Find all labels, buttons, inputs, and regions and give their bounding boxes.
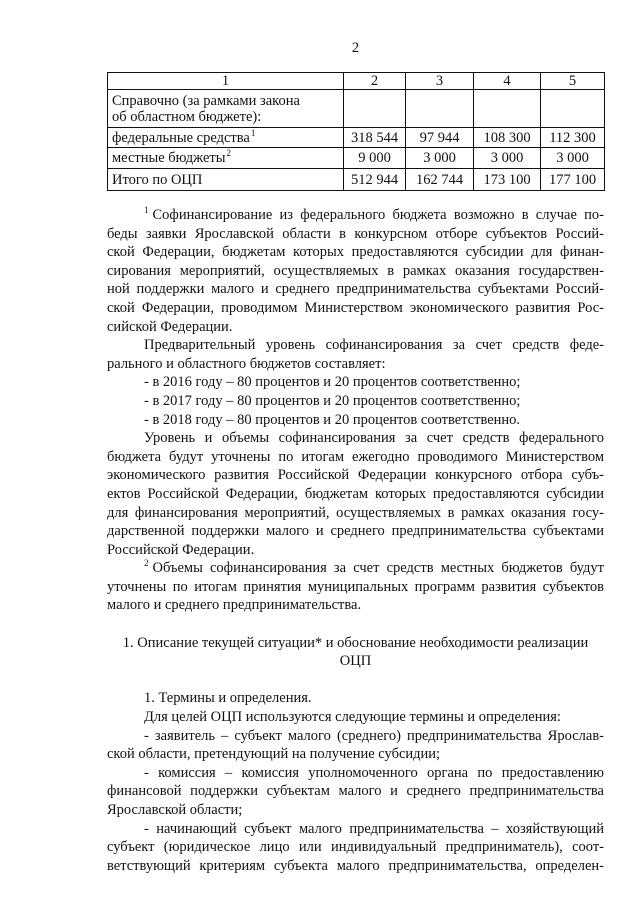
paragraph-line: ской области, претендующий на получение субсидии; — [107, 746, 441, 763]
table-row — [108, 128, 605, 148]
list-item: - в 2016 году – 80 процентов и 20 процентов соответственно; — [144, 374, 521, 391]
paragraph-line: ной поддержки малого и среднего предпринимательства субъектами Россий- — [107, 281, 604, 298]
paragraph-line: для финансирования мероприятий, осуществляемых в рамках оказания госу- — [107, 504, 604, 521]
paragraph-line: ской Федерации, бюджетам которых предоставляются субсидии для финан- — [107, 244, 604, 261]
terms-section — [107, 689, 604, 875]
footnote-marker: 2 — [144, 558, 149, 569]
paragraph-line: ской Федерации, проводимом Министерством экономического развития Рос- — [107, 299, 604, 316]
cofinancing-level-paragraph — [107, 336, 604, 373]
terms-intro: Для целей ОЦП используются следующие термины и определения: — [144, 709, 561, 726]
footnote-1 — [107, 206, 604, 336]
footnote-ref: 1 — [250, 127, 256, 138]
term-commission — [107, 764, 604, 820]
table-header-cell: 4 — [474, 73, 541, 90]
cofinancing-years-list — [107, 373, 604, 429]
paragraph-line: рального и областного бюджетов составляет: — [107, 355, 386, 372]
footnote-ref: 2 — [226, 148, 232, 158]
table-header-cell: 5 — [541, 73, 605, 90]
section-heading-line: 1. Описание текущей ситуации* и обоснование необходимости реализации — [122, 634, 589, 651]
table-cell: 318 544 — [344, 128, 406, 148]
paragraph-line: сийской Федерации. — [107, 318, 233, 335]
budget-table — [107, 72, 605, 191]
table-row-label — [108, 148, 344, 169]
table-row — [108, 90, 605, 128]
paragraph-line: финансовой поддержки субъектам малого и среднего предпринимательства — [107, 783, 604, 800]
table-row-label-text: федеральные средства — [112, 129, 250, 146]
paragraph-line: беды заявки Ярославской области в конкурсном отборе субъектов Россий- — [107, 225, 604, 242]
table-row-label — [108, 90, 344, 128]
paragraph-line: ветствующий критериям субъекта малого предпринимательства, определен- — [107, 857, 604, 874]
federal-refinement-paragraph — [107, 429, 604, 559]
paragraph-line: - заявитель – субъект малого (среднего) предпринимательства Ярослав- — [144, 727, 604, 744]
table-header-cell: 1 — [108, 73, 344, 90]
list-item: - в 2018 году – 80 процентов и 20 процентов соответственно. — [144, 411, 521, 428]
table-header-row — [108, 73, 605, 90]
table-row-total — [108, 169, 605, 191]
table-cell — [474, 90, 541, 128]
term-applicant — [107, 727, 604, 764]
table-row-label — [108, 128, 344, 148]
paragraph-line: субъект (юридическое лицо или индивидуальный предприниматель), соот- — [107, 839, 604, 856]
table-cell: 177 100 — [541, 169, 605, 191]
table-cell: 3 000 — [406, 148, 474, 169]
paragraph-line: малого и среднего предпринимательства. — [107, 597, 362, 614]
table-cell: 162 744 — [406, 169, 474, 191]
table-row — [108, 148, 605, 169]
table-row-label-text: местные бюджеты — [112, 150, 226, 166]
paragraph-line: - начинающий субъект малого предпринимательства – хозяйствующий — [144, 820, 604, 837]
table-cell: 9 000 — [344, 148, 406, 169]
paragraph-line: дарственной поддержки малого и среднего предпринимательства субъектами — [107, 523, 604, 540]
table-cell — [541, 90, 605, 128]
section-heading-line: ОЦП — [339, 653, 372, 670]
footnote-2 — [107, 559, 604, 615]
paragraph-line: Ярославской области; — [107, 802, 243, 818]
paragraph-line: уточнены по итогам принятия муниципальных программ развития субъектов — [107, 578, 604, 595]
term-startup — [107, 820, 604, 876]
list-item: - в 2017 году – 80 процентов и 20 процентов соответственно; — [144, 392, 521, 409]
paragraph-line: бюджета будут уточнены по итогам ежегодно проводимого Министерством — [107, 448, 604, 465]
section-heading — [107, 634, 604, 671]
table-cell: 512 944 — [344, 169, 406, 191]
paragraph-line — [107, 559, 604, 578]
paragraph-line-text: Объемы софинансирования за счет средств местных бюджетов будут — [152, 560, 604, 577]
paragraph-line: ектов Российской Федерации, бюджетам которых предоставляются субсидии — [107, 485, 604, 502]
table-cell: 3 000 — [474, 148, 541, 169]
page-number: 2 — [351, 40, 360, 56]
table-header-cell: 2 — [344, 73, 406, 90]
paragraph-line-text: Софинансирование из федерального бюджета возможно в случае по- — [152, 207, 604, 223]
paragraph-line: Российской Федерации. — [107, 541, 255, 558]
table-cell: 3 000 — [541, 148, 605, 169]
table-cell — [406, 90, 474, 128]
paragraph-line: - комиссия – комиссия уполномоченного органа по предоставлению — [144, 764, 604, 781]
table-cell — [344, 90, 406, 128]
paragraph-line: экономического развития Российской Федерации конкурсного отбора субъ- — [107, 467, 604, 484]
table-cell: 97 944 — [406, 128, 474, 148]
subsection-title: 1. Термины и определения. — [144, 690, 312, 707]
document-body — [107, 206, 604, 875]
paragraph-line: Уровень и объемы софинансирования за счет средств федерального — [144, 430, 604, 447]
paragraph-line — [107, 206, 604, 225]
table-row-label-line: Справочно (за рамками закона — [112, 93, 300, 109]
table-header-cell: 3 — [406, 73, 474, 90]
table-cell: 173 100 — [474, 169, 541, 191]
paragraph-line: сирования мероприятий, осуществляемых в рамках оказания государствен- — [107, 262, 604, 279]
table-row-label-line: об областном бюджете): — [112, 109, 262, 125]
table-cell: 108 300 — [474, 128, 541, 148]
table-cell: 112 300 — [541, 128, 605, 148]
footnote-marker: 1 — [144, 205, 149, 215]
paragraph-line: Предварительный уровень софинансирования за счет средств феде- — [144, 337, 604, 354]
table-row-label: Итого по ОЦП — [108, 169, 344, 191]
